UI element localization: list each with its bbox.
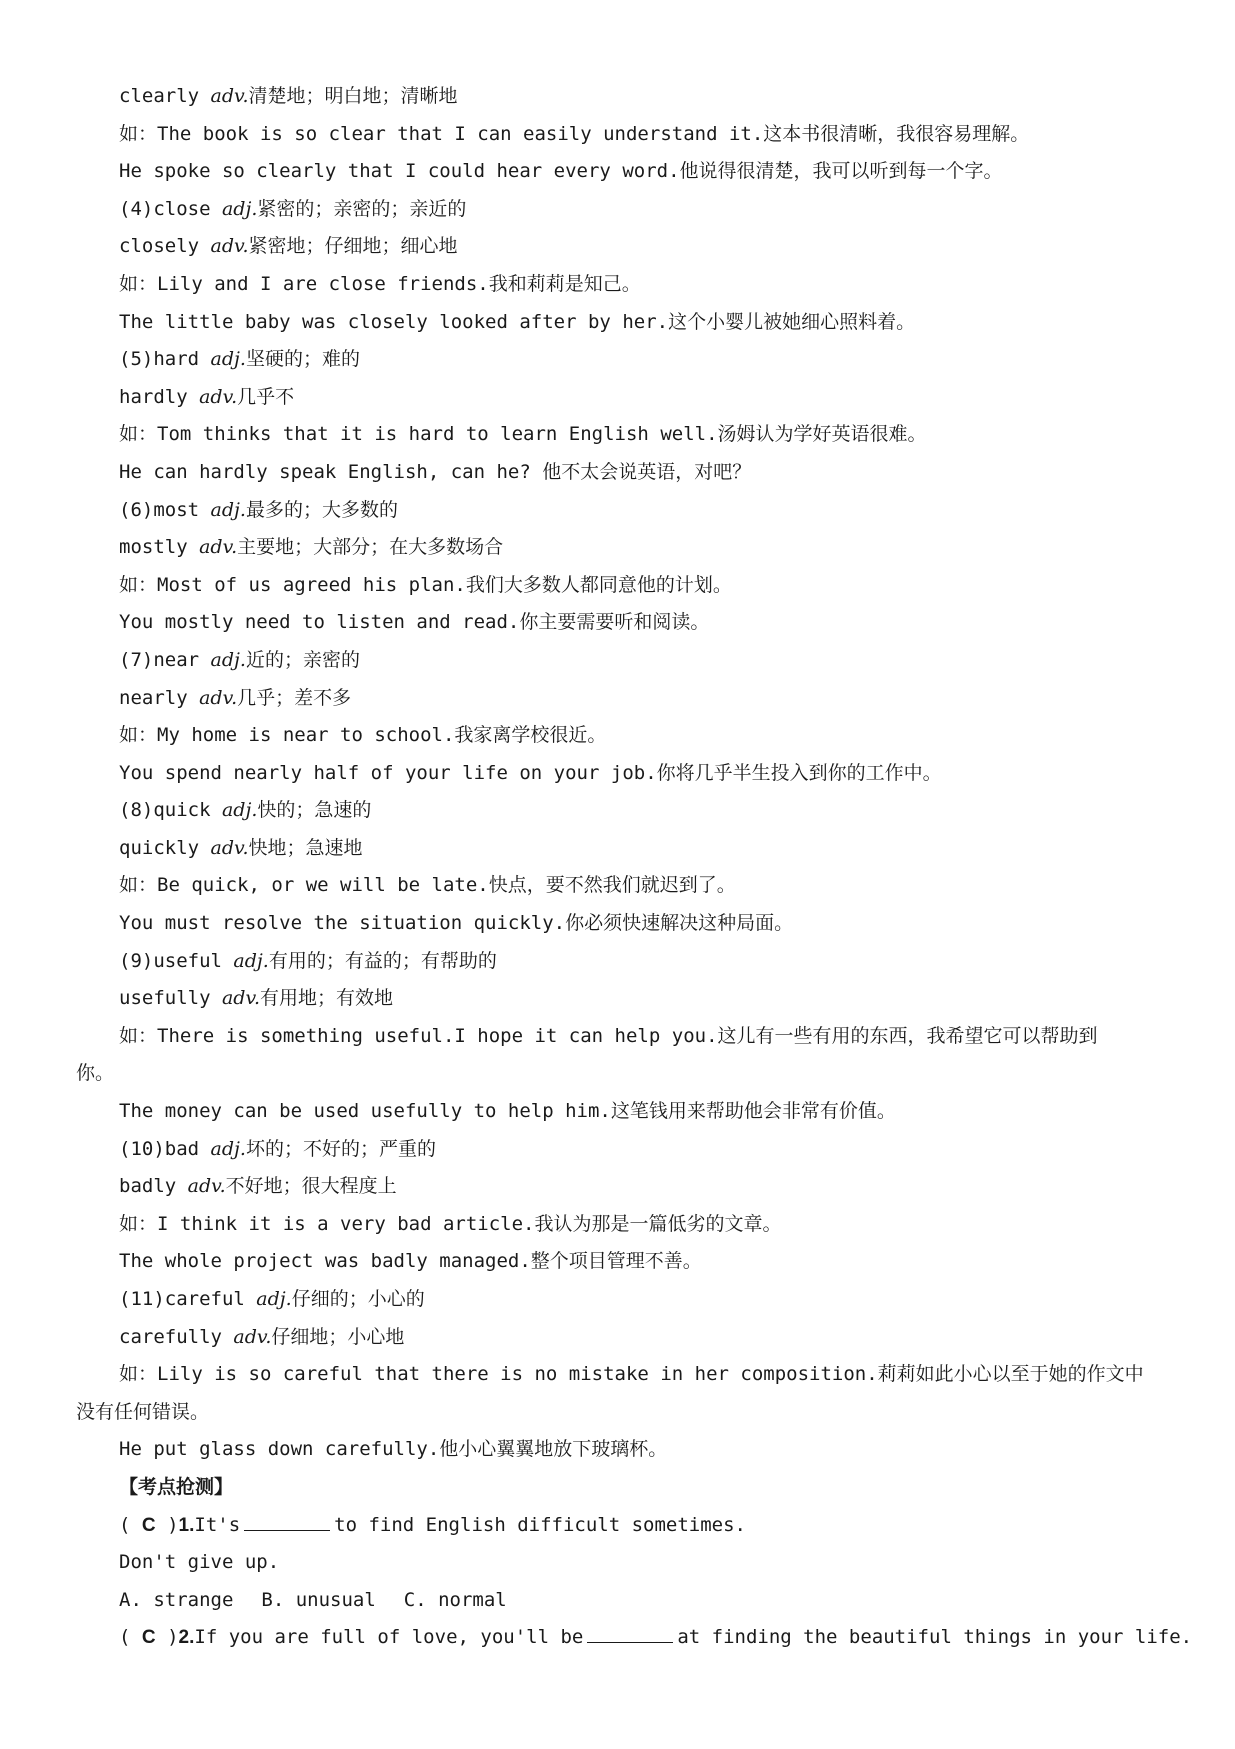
part-of-speech: adv. xyxy=(187,1175,226,1198)
example-line xyxy=(76,1206,1209,1244)
vocab-entry xyxy=(76,1319,1209,1357)
vocab-word: nearly xyxy=(119,686,188,709)
vocab-word: (5)hard xyxy=(119,348,200,371)
definition: 有用的；有益的；有帮助的 xyxy=(268,949,497,972)
vocab-word: hardly xyxy=(119,385,188,408)
example-line xyxy=(76,755,1209,793)
part-of-speech: adv. xyxy=(199,536,238,559)
sentence-text: 如：My home is near to school.我家离学校很近。 xyxy=(119,724,607,747)
vocab-word: (6)most xyxy=(119,498,200,521)
sentence-text: 如：Most of us agreed his plan.我们大多数人都同意他的计划。 xyxy=(119,573,732,596)
vocab-word: (10)bad xyxy=(119,1137,200,1160)
question-2 xyxy=(76,1619,1209,1657)
sentence-text: The little baby was closely looked after by her.这个小婴儿被她细心照料着。 xyxy=(119,310,916,333)
answer-option: B. unusual xyxy=(261,1588,376,1611)
example-line xyxy=(76,567,1209,605)
definition: 最多的；大多数的 xyxy=(245,498,398,521)
example-line xyxy=(76,1243,1209,1281)
answer-blank xyxy=(244,1510,330,1531)
question-1-continued: Don't give up. xyxy=(119,1551,280,1574)
vocab-word: quickly xyxy=(119,836,200,859)
answer-close-paren: ) xyxy=(167,1513,179,1536)
part-of-speech: adj. xyxy=(221,799,258,822)
vocab-entry xyxy=(76,1281,1209,1319)
vocab-word: (7)near xyxy=(119,648,200,671)
sentence-text: 如：There is something useful.I hope it can help you.这儿有一些有用的东西，我希望它可以帮助到 xyxy=(119,1024,1098,1047)
definition: 近的；亲密的 xyxy=(245,648,360,671)
part-of-speech: adv. xyxy=(210,235,249,258)
sentence-text: You must resolve the situation quickly.你必须快速解决这种局面。 xyxy=(119,912,794,935)
definition: 仔细的；小心的 xyxy=(291,1288,425,1310)
definition: 几乎；差不多 xyxy=(237,686,352,709)
vocab-entry xyxy=(76,1131,1209,1169)
example-line xyxy=(76,867,1209,905)
definition: 快地；急速地 xyxy=(248,836,363,859)
vocab-entry xyxy=(76,529,1209,567)
answer-letter: C xyxy=(141,1627,156,1649)
question-text-before: It's xyxy=(194,1513,241,1536)
part-of-speech: adj. xyxy=(210,348,246,371)
vocab-word: (4)close xyxy=(119,197,211,220)
question-text-after: to find English difficult sometimes. xyxy=(334,1513,746,1536)
vocab-entry xyxy=(76,642,1209,680)
sentence-text: He can hardly speak English, can he? 他不太会说英语，对吧？ xyxy=(119,460,752,483)
vocab-entry xyxy=(76,980,1209,1018)
vocab-word: usefully xyxy=(119,987,211,1010)
sentence-text: 如：The book is so clear that I can easily understand it.这本书很清晰，我很容易理解。 xyxy=(119,122,1030,145)
definition: 坏的；不好的；严重的 xyxy=(245,1137,436,1160)
sentence-text: He put glass down carefully.他小心翼翼地放下玻璃杯。 xyxy=(119,1438,668,1461)
example-line xyxy=(76,1055,1166,1093)
definition: 几乎不 xyxy=(237,385,295,408)
definition: 紧密的；亲密的；亲近的 xyxy=(257,197,467,220)
example-line xyxy=(76,604,1209,642)
sentence-text: You mostly need to listen and read.你主要需要听和阅读。 xyxy=(119,611,710,634)
definition: 仔细地；小心地 xyxy=(271,1325,405,1348)
section-heading: 【考点抢测】 xyxy=(119,1475,234,1498)
vocab-entry xyxy=(76,680,1209,718)
sentence-text: 你。 xyxy=(76,1062,115,1085)
vocab-entry xyxy=(76,792,1209,830)
answer-option: C. normal xyxy=(403,1588,507,1611)
question-text-before: If you are full of love, you'll be xyxy=(194,1626,584,1649)
part-of-speech: adj. xyxy=(233,949,269,972)
answer-letter: C xyxy=(141,1514,156,1536)
question-1 xyxy=(76,1507,1209,1545)
answer-blank xyxy=(587,1622,673,1643)
vocab-entry xyxy=(76,830,1209,868)
question-1-options xyxy=(76,1582,1209,1620)
part-of-speech: adj. xyxy=(210,648,246,671)
example-line xyxy=(76,905,1209,943)
vocab-word: clearly xyxy=(119,85,200,107)
sentence-text: He spoke so clearly that I could hear every word.他说得很清楚，我可以听到每一个字。 xyxy=(119,160,1003,183)
sentence-text: 如：I think it is a very bad article.我认为那是一篇低劣的文章。 xyxy=(119,1212,782,1235)
definition: 坚硬的；难的 xyxy=(245,348,360,371)
definition: 有用地；有效地 xyxy=(259,987,393,1010)
vocab-word: (8)quick xyxy=(119,799,211,822)
part-of-speech: adv. xyxy=(221,987,260,1010)
vocab-entry xyxy=(76,341,1209,379)
sentence-text: 没有任何错误。 xyxy=(76,1400,210,1423)
question-number: 1. xyxy=(178,1514,195,1536)
part-of-speech: adv. xyxy=(199,686,238,709)
part-of-speech: adv. xyxy=(199,385,238,408)
part-of-speech: adj. xyxy=(256,1288,292,1310)
vocab-word: mostly xyxy=(119,536,188,559)
sentence-text: You spend nearly half of your life on your job.你将几乎半生投入到你的工作中。 xyxy=(119,761,942,784)
answer-open-paren: ( xyxy=(119,1626,131,1649)
sentence-text: 如：Tom thinks that it is hard to learn English well.汤姆认为学好英语很难。 xyxy=(119,423,927,446)
sentence-text: 如：Lily and I are close friends.我和莉莉是知己。 xyxy=(119,272,641,295)
part-of-speech: adv. xyxy=(233,1325,272,1348)
vocab-entry xyxy=(76,379,1209,417)
part-of-speech: adv. xyxy=(210,85,249,107)
definition: 主要地；大部分；在大多数场合 xyxy=(237,536,504,559)
vocab-entry xyxy=(76,191,1209,229)
vocab-entry xyxy=(76,492,1209,530)
definition: 不好地；很大程度上 xyxy=(225,1175,397,1198)
example-line xyxy=(76,1356,1209,1394)
example-line xyxy=(76,153,1209,191)
vocab-word: (9)useful xyxy=(119,949,222,972)
example-line xyxy=(76,717,1209,755)
vocab-entry xyxy=(76,78,1209,116)
vocab-entry xyxy=(76,1168,1209,1206)
sentence-text: 如：Lily is so careful that there is no mistake in her composition.莉莉如此小心以至于她的作文中 xyxy=(119,1363,1144,1386)
example-line xyxy=(76,1093,1209,1131)
part-of-speech: adj. xyxy=(221,197,258,220)
vocab-entry xyxy=(76,943,1209,981)
vocab-word: carefully xyxy=(119,1325,222,1348)
question-text-after: at finding the beautiful things in your life. xyxy=(677,1626,1193,1649)
definition: 紧密地；仔细地；细心地 xyxy=(248,235,458,258)
example-line xyxy=(76,416,1209,454)
example-line xyxy=(76,266,1209,304)
part-of-speech: adj. xyxy=(210,498,246,521)
sentence-text: The whole project was badly managed.整个项目管理不善。 xyxy=(119,1250,702,1273)
vocab-word: (11)careful xyxy=(119,1288,245,1310)
example-line xyxy=(76,116,1209,154)
part-of-speech: adv. xyxy=(210,836,249,859)
example-line xyxy=(76,1394,1166,1432)
answer-option: A. strange xyxy=(119,1588,234,1611)
example-line xyxy=(76,454,1209,492)
answer-open-paren: ( xyxy=(119,1513,131,1536)
answer-close-paren: ) xyxy=(167,1626,179,1649)
definition: 快的；急速的 xyxy=(257,799,372,822)
vocab-word: badly xyxy=(119,1175,177,1198)
example-line xyxy=(76,1018,1209,1056)
part-of-speech: adj. xyxy=(210,1137,246,1160)
sentence-text: The money can be used usefully to help him.这笔钱用来帮助他会非常有价值。 xyxy=(119,1100,896,1123)
vocab-entry xyxy=(76,228,1209,266)
example-line xyxy=(76,1431,1209,1469)
vocab-word: closely xyxy=(119,235,200,258)
definition: 清楚地；明白地；清晰地 xyxy=(248,85,458,107)
question-number: 2. xyxy=(178,1627,195,1649)
sentence-text: 如：Be quick, or we will be late.快点，要不然我们就迟到了。 xyxy=(119,874,736,897)
example-line xyxy=(76,304,1209,342)
